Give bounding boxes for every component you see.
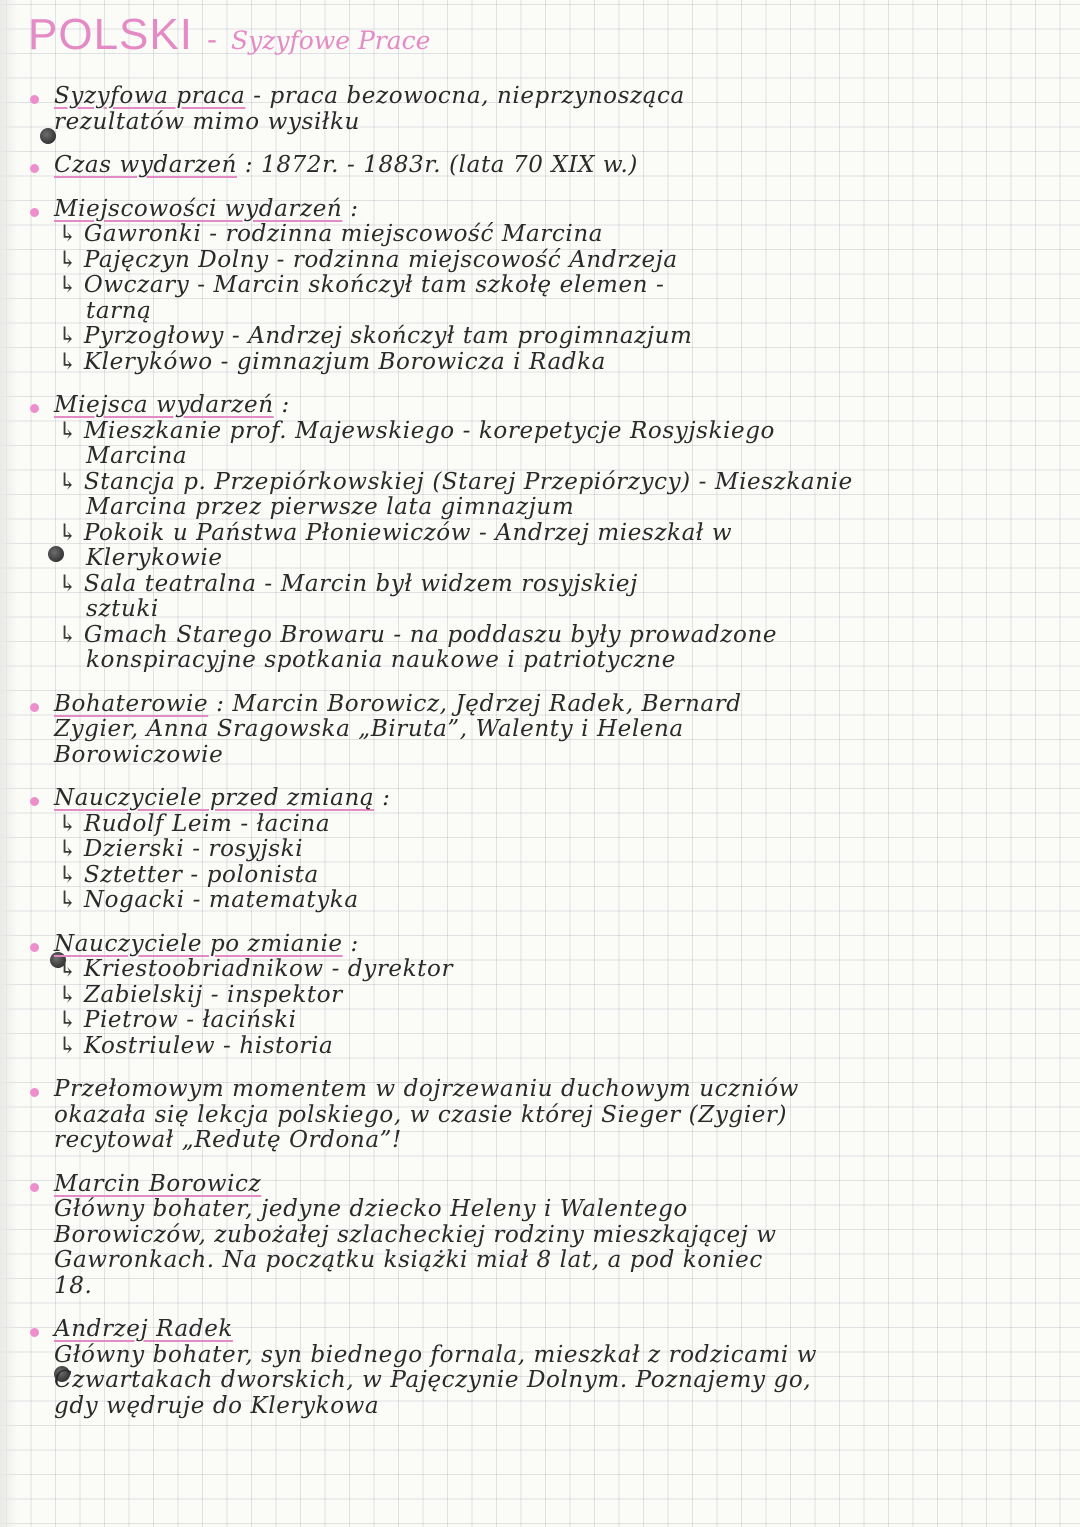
- sub-item: [54, 863, 1038, 889]
- section-heading: Czas wydarzeń: [54, 152, 237, 178]
- note-text: : 1872r. - 1883r. (lata 70 XIX w.): [237, 152, 638, 178]
- arrow-icon: ↳: [58, 861, 78, 888]
- sub-item: [54, 983, 1038, 1009]
- note-text: :: [342, 930, 359, 957]
- arrow-icon: ↳: [58, 981, 78, 1008]
- note-text: Główny bohater, jedyne dziecko Heleny i Walentego: [54, 1196, 688, 1222]
- note-section: [28, 393, 1038, 674]
- note-line: [54, 444, 1038, 470]
- note-section: [28, 932, 1038, 1060]
- note-line: [54, 648, 1038, 674]
- note-line: [54, 1128, 1038, 1154]
- note-text: Pokoik u Państwa Płoniewiczów - Andrzej mieszkał w: [83, 519, 733, 546]
- note-text: Pyrzogłowy - Andrzej skończył tam progimnazjum: [83, 323, 693, 349]
- sub-item: [54, 324, 1038, 350]
- section-heading: Andrzej Radek: [54, 1316, 233, 1342]
- note-line: [54, 1368, 1038, 1394]
- note-line: [54, 597, 1038, 623]
- section-heading-line: [54, 786, 1038, 812]
- section-heading: Nauczyciele przed zmianą: [54, 785, 375, 811]
- note-line: [54, 1197, 1038, 1223]
- note-text: Kriestoobriadnikow - dyrektor: [83, 956, 454, 982]
- sub-item: [54, 419, 1038, 445]
- note-text: Gawronki - rodzinna miejscowość Marcina: [83, 221, 604, 247]
- section-heading: Syzyfowa praca: [54, 83, 246, 109]
- bullet-dot: [30, 943, 39, 952]
- note-line: [54, 495, 1038, 521]
- sub-item: [54, 1034, 1038, 1060]
- arrow-icon: ↳: [58, 519, 78, 546]
- note-section: [28, 84, 1038, 135]
- arrow-icon: ↳: [58, 887, 78, 913]
- bullet-dot: [30, 1088, 39, 1097]
- note-section: [28, 1172, 1038, 1300]
- sub-item: [54, 273, 1038, 299]
- note-text: Sztetter - polonista: [83, 861, 319, 888]
- bullet-dot: [30, 703, 39, 712]
- sub-item: [54, 350, 1038, 376]
- arrow-icon: ↳: [58, 417, 78, 444]
- page-subtitle: Syzyfowe Prace: [230, 26, 431, 55]
- arrow-icon: ↳: [58, 810, 78, 837]
- sub-item: [54, 888, 1038, 914]
- note-text: Dzierski - rosyjski: [83, 836, 304, 862]
- note-text: Główny bohater, syn biednego fornala, mieszkał z rodzicami w: [54, 1341, 818, 1368]
- note-section: [28, 692, 1038, 769]
- bullet-dot: [30, 404, 39, 413]
- note-text: Zygier, Anna Sragowska „Biruta”, Walenty i Helena: [54, 716, 684, 742]
- arrow-icon: ↳: [58, 956, 78, 982]
- section-heading-line: [54, 932, 1038, 958]
- sub-item: [54, 521, 1038, 547]
- note-text: Nogacki - matematyka: [83, 887, 359, 913]
- note-text: - praca bezowocna, nieprzynosząca: [245, 83, 685, 109]
- sub-item: [54, 248, 1038, 274]
- page-header: [28, 10, 430, 60]
- section-heading: Miejscowości wydarzeń: [54, 195, 343, 222]
- note-text: okazała się lekcja polskiego, w czasie której Sieger (Zygier): [54, 1101, 788, 1128]
- note-text: Przełomowym momentem w dojrzewaniu duchowym uczniów: [54, 1076, 799, 1102]
- note-text: 18.: [54, 1272, 93, 1299]
- note-text: Pietrow - łaciński: [83, 1007, 297, 1033]
- note-line: [54, 1248, 1038, 1274]
- section-heading: Marcin Borowicz: [54, 1170, 262, 1197]
- sub-item: [54, 812, 1038, 838]
- note-text: Mieszkanie prof. Majewskiego - korepetycje Rosyjskiego: [83, 417, 775, 444]
- section-heading: Bohaterowie: [54, 690, 209, 717]
- note-text: konspiracyjne spotkania naukowe i patriotyczne: [86, 647, 676, 673]
- note-line: [54, 1103, 1038, 1129]
- bullet-dot: [30, 1183, 39, 1192]
- note-text: : Marcin Borowicz, Jędrzej Radek, Bernard: [208, 690, 742, 717]
- sub-item: [54, 222, 1038, 248]
- notes-content: [28, 84, 1038, 1437]
- arrow-icon: ↳: [58, 1032, 78, 1059]
- arrow-icon: ↳: [58, 621, 78, 648]
- arrow-icon: ↳: [58, 246, 78, 273]
- bullet-dot: [30, 1328, 39, 1337]
- title-separator: -: [206, 23, 217, 56]
- arrow-icon: ↳: [58, 221, 78, 247]
- note-text: Pajęczyn Dolny - rodzinna miejscowość Andrzeja: [83, 246, 678, 273]
- sub-item: [54, 572, 1038, 598]
- note-text: Owczary - Marcin skończył tam szkołę elemen -: [83, 272, 665, 298]
- note-line: [54, 110, 1038, 136]
- arrow-icon: ↳: [58, 836, 78, 862]
- bullet-dot: [30, 95, 39, 104]
- bullet-dot: [30, 797, 39, 806]
- note-text: Sala teatralna - Marcin był widzem rosyjskiej: [83, 570, 638, 597]
- note-text: :: [342, 195, 359, 222]
- note-text: :: [273, 392, 290, 418]
- note-text: Rudolf Leim - łacina: [83, 810, 331, 837]
- note-line: [54, 1394, 1038, 1420]
- arrow-icon: ↳: [58, 323, 78, 349]
- note-section: [28, 1317, 1038, 1419]
- note-line: [54, 1077, 1038, 1103]
- note-text: Kostriulew - historia: [83, 1032, 334, 1059]
- note-text: Klerykowie: [86, 545, 223, 571]
- note-text: Stancja p. Przepiórkowskiej (Starej Przepiórzycy) - Mieszkanie: [83, 468, 853, 495]
- note-section: [28, 153, 1038, 179]
- section-heading-line: [54, 393, 1038, 419]
- arrow-icon: ↳: [58, 272, 78, 298]
- arrow-icon: ↳: [58, 468, 78, 495]
- section-heading: Miejsca wydarzeń: [54, 392, 274, 418]
- section-heading: Nauczyciele po zmianie: [54, 930, 343, 957]
- note-line: [54, 717, 1038, 743]
- note-text: Borowiczów, zubożałej szlacheckiej rodziny mieszkającej w: [54, 1221, 777, 1248]
- note-text: rezultatów mimo wysiłku: [54, 108, 360, 135]
- sub-item: [54, 1008, 1038, 1034]
- arrow-icon: ↳: [58, 1007, 78, 1033]
- sub-item: [54, 837, 1038, 863]
- page-title: POLSKI: [28, 10, 193, 59]
- note-section: [28, 197, 1038, 376]
- note-text: sztuki: [86, 596, 159, 622]
- bullet-dot: [30, 164, 39, 173]
- arrow-icon: ↳: [58, 348, 78, 375]
- note-text: gdy wędruje do Klerykowa: [54, 1392, 380, 1419]
- sub-item: [54, 470, 1038, 496]
- note-text: Czwartakach dworskich, w Pajęczynie Dolnym. Poznajemy go,: [54, 1367, 812, 1393]
- note-line: [54, 1274, 1038, 1300]
- note-text: Marcina przez pierwsze lata gimnazjum: [86, 494, 575, 520]
- note-text: Borowiczowie: [54, 741, 224, 768]
- note-line: [54, 1343, 1038, 1369]
- note-text: :: [374, 785, 391, 811]
- section-heading-line: [54, 1172, 1038, 1198]
- arrow-icon: ↳: [58, 570, 78, 597]
- note-line: [54, 743, 1038, 769]
- note-text: tarną: [86, 297, 152, 324]
- section-heading-line: [54, 1317, 1038, 1343]
- note-text: Klerykówo - gimnazjum Borowicza i Radka: [83, 348, 606, 375]
- page-edge: [0, 0, 18, 1527]
- note-text: Marcina: [86, 443, 188, 469]
- note-section: [28, 1077, 1038, 1154]
- bullet-dot: [30, 208, 39, 217]
- note-line: [54, 1223, 1038, 1249]
- note-line: [54, 546, 1038, 572]
- section-heading-line: [54, 84, 1038, 110]
- note-text: Gawronkach. Na początku książki miał 8 lat, a pod koniec: [54, 1247, 763, 1273]
- note-line: [54, 299, 1038, 325]
- note-text: Zabielskij - inspektor: [83, 981, 343, 1008]
- note-text: recytował „Redutę Ordona”!: [54, 1127, 402, 1153]
- section-heading-line: [54, 692, 1038, 718]
- sub-item: [54, 957, 1038, 983]
- section-heading-line: [54, 153, 1038, 179]
- note-section: [28, 786, 1038, 914]
- note-text: Gmach Starego Browaru - na poddaszu były prowadzone: [83, 621, 778, 648]
- section-heading-line: [54, 197, 1038, 223]
- sub-item: [54, 623, 1038, 649]
